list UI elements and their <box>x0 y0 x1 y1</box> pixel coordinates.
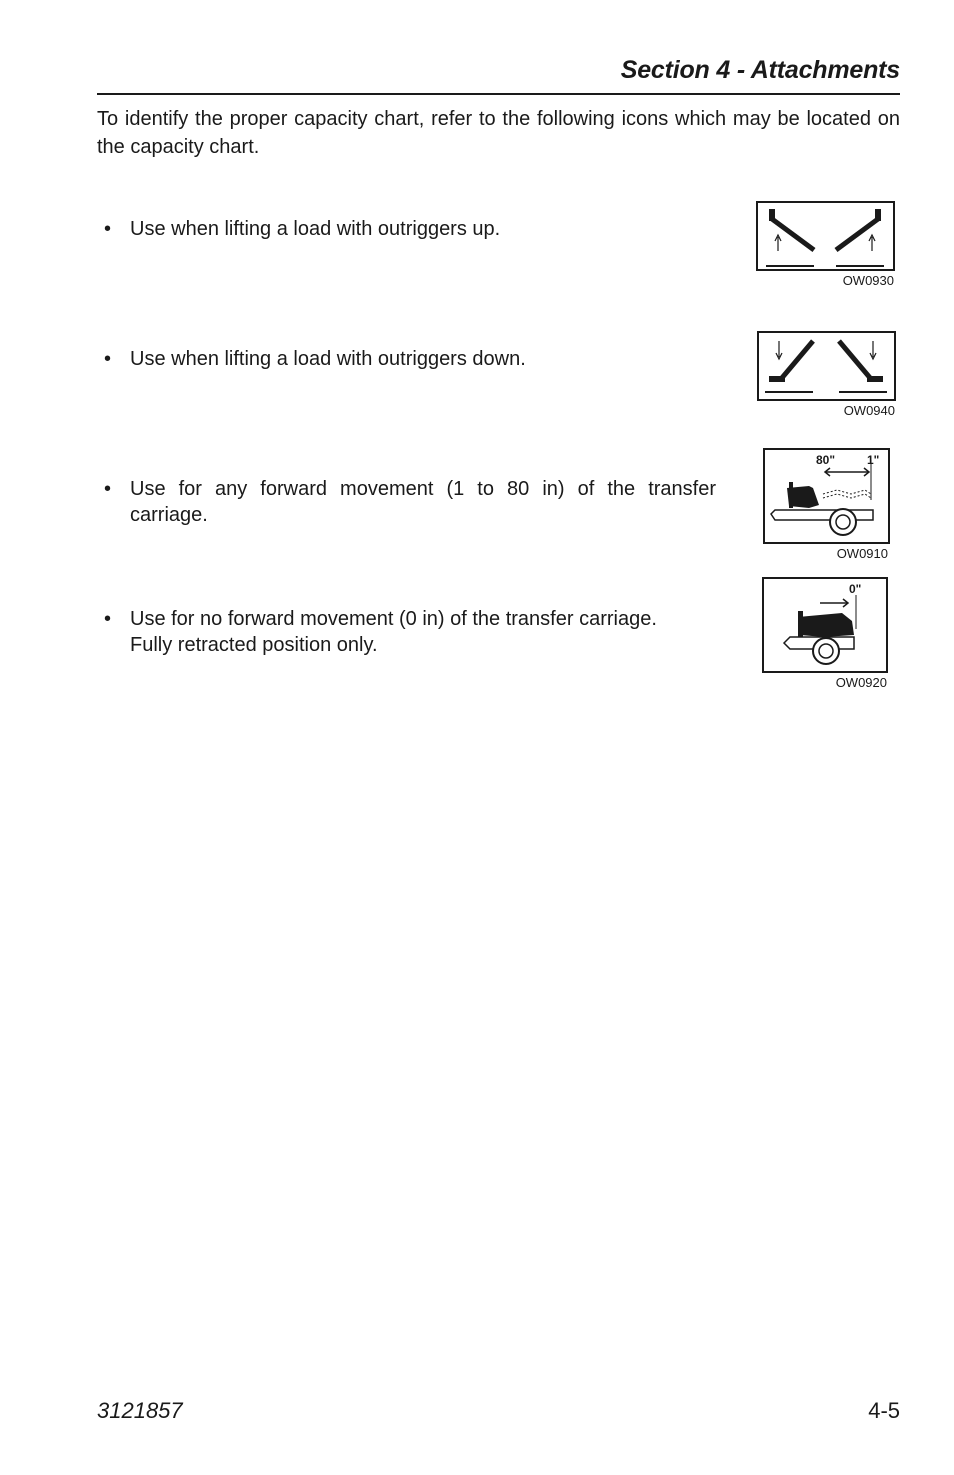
list-item-text <box>130 606 730 658</box>
bullet-dot: • <box>104 218 112 240</box>
list-item-text: Use for any forward movement (1 to 80 in) of the transfer carriage. <box>130 478 716 526</box>
list-item-text-line: Fully retracted position only. <box>130 634 378 656</box>
document-number: 3121857 <box>97 1398 183 1423</box>
carriage-forward-movement-icon <box>763 448 891 545</box>
icon-code-label: OW0930 <box>842 273 894 288</box>
icon-dimension-label: 80" <box>816 453 836 467</box>
outriggers-up-icon <box>756 201 896 272</box>
intro-paragraph: To identify the proper capacity chart, refer to the following icons which may be located on the capacity chart. <box>97 108 900 158</box>
bullet-dot: • <box>104 348 112 370</box>
icon-code-label: OW0940 <box>843 403 895 418</box>
page-number: 4-5 <box>868 1398 900 1423</box>
carriage-retracted-icon <box>762 577 889 674</box>
list-item-text: Use when lifting a load with outriggers up. <box>130 218 501 240</box>
icon-dimension-label: 0" <box>849 582 862 596</box>
header-rule <box>97 93 900 95</box>
outriggers-down-icon <box>757 331 897 402</box>
icon-dimension-label: 1" <box>867 453 880 467</box>
list-item-text-line: Use for no forward movement (0 in) of the transfer carriage. <box>130 608 657 630</box>
bullet-dot: • <box>104 478 112 500</box>
bullet-dot: • <box>104 608 112 630</box>
icon-code-label: OW0910 <box>836 546 888 561</box>
icon-code-label: OW0920 <box>835 675 887 690</box>
list-item-text: Use when lifting a load with outriggers down. <box>130 348 526 370</box>
section-title: Section 4 - Attachments <box>620 56 900 84</box>
